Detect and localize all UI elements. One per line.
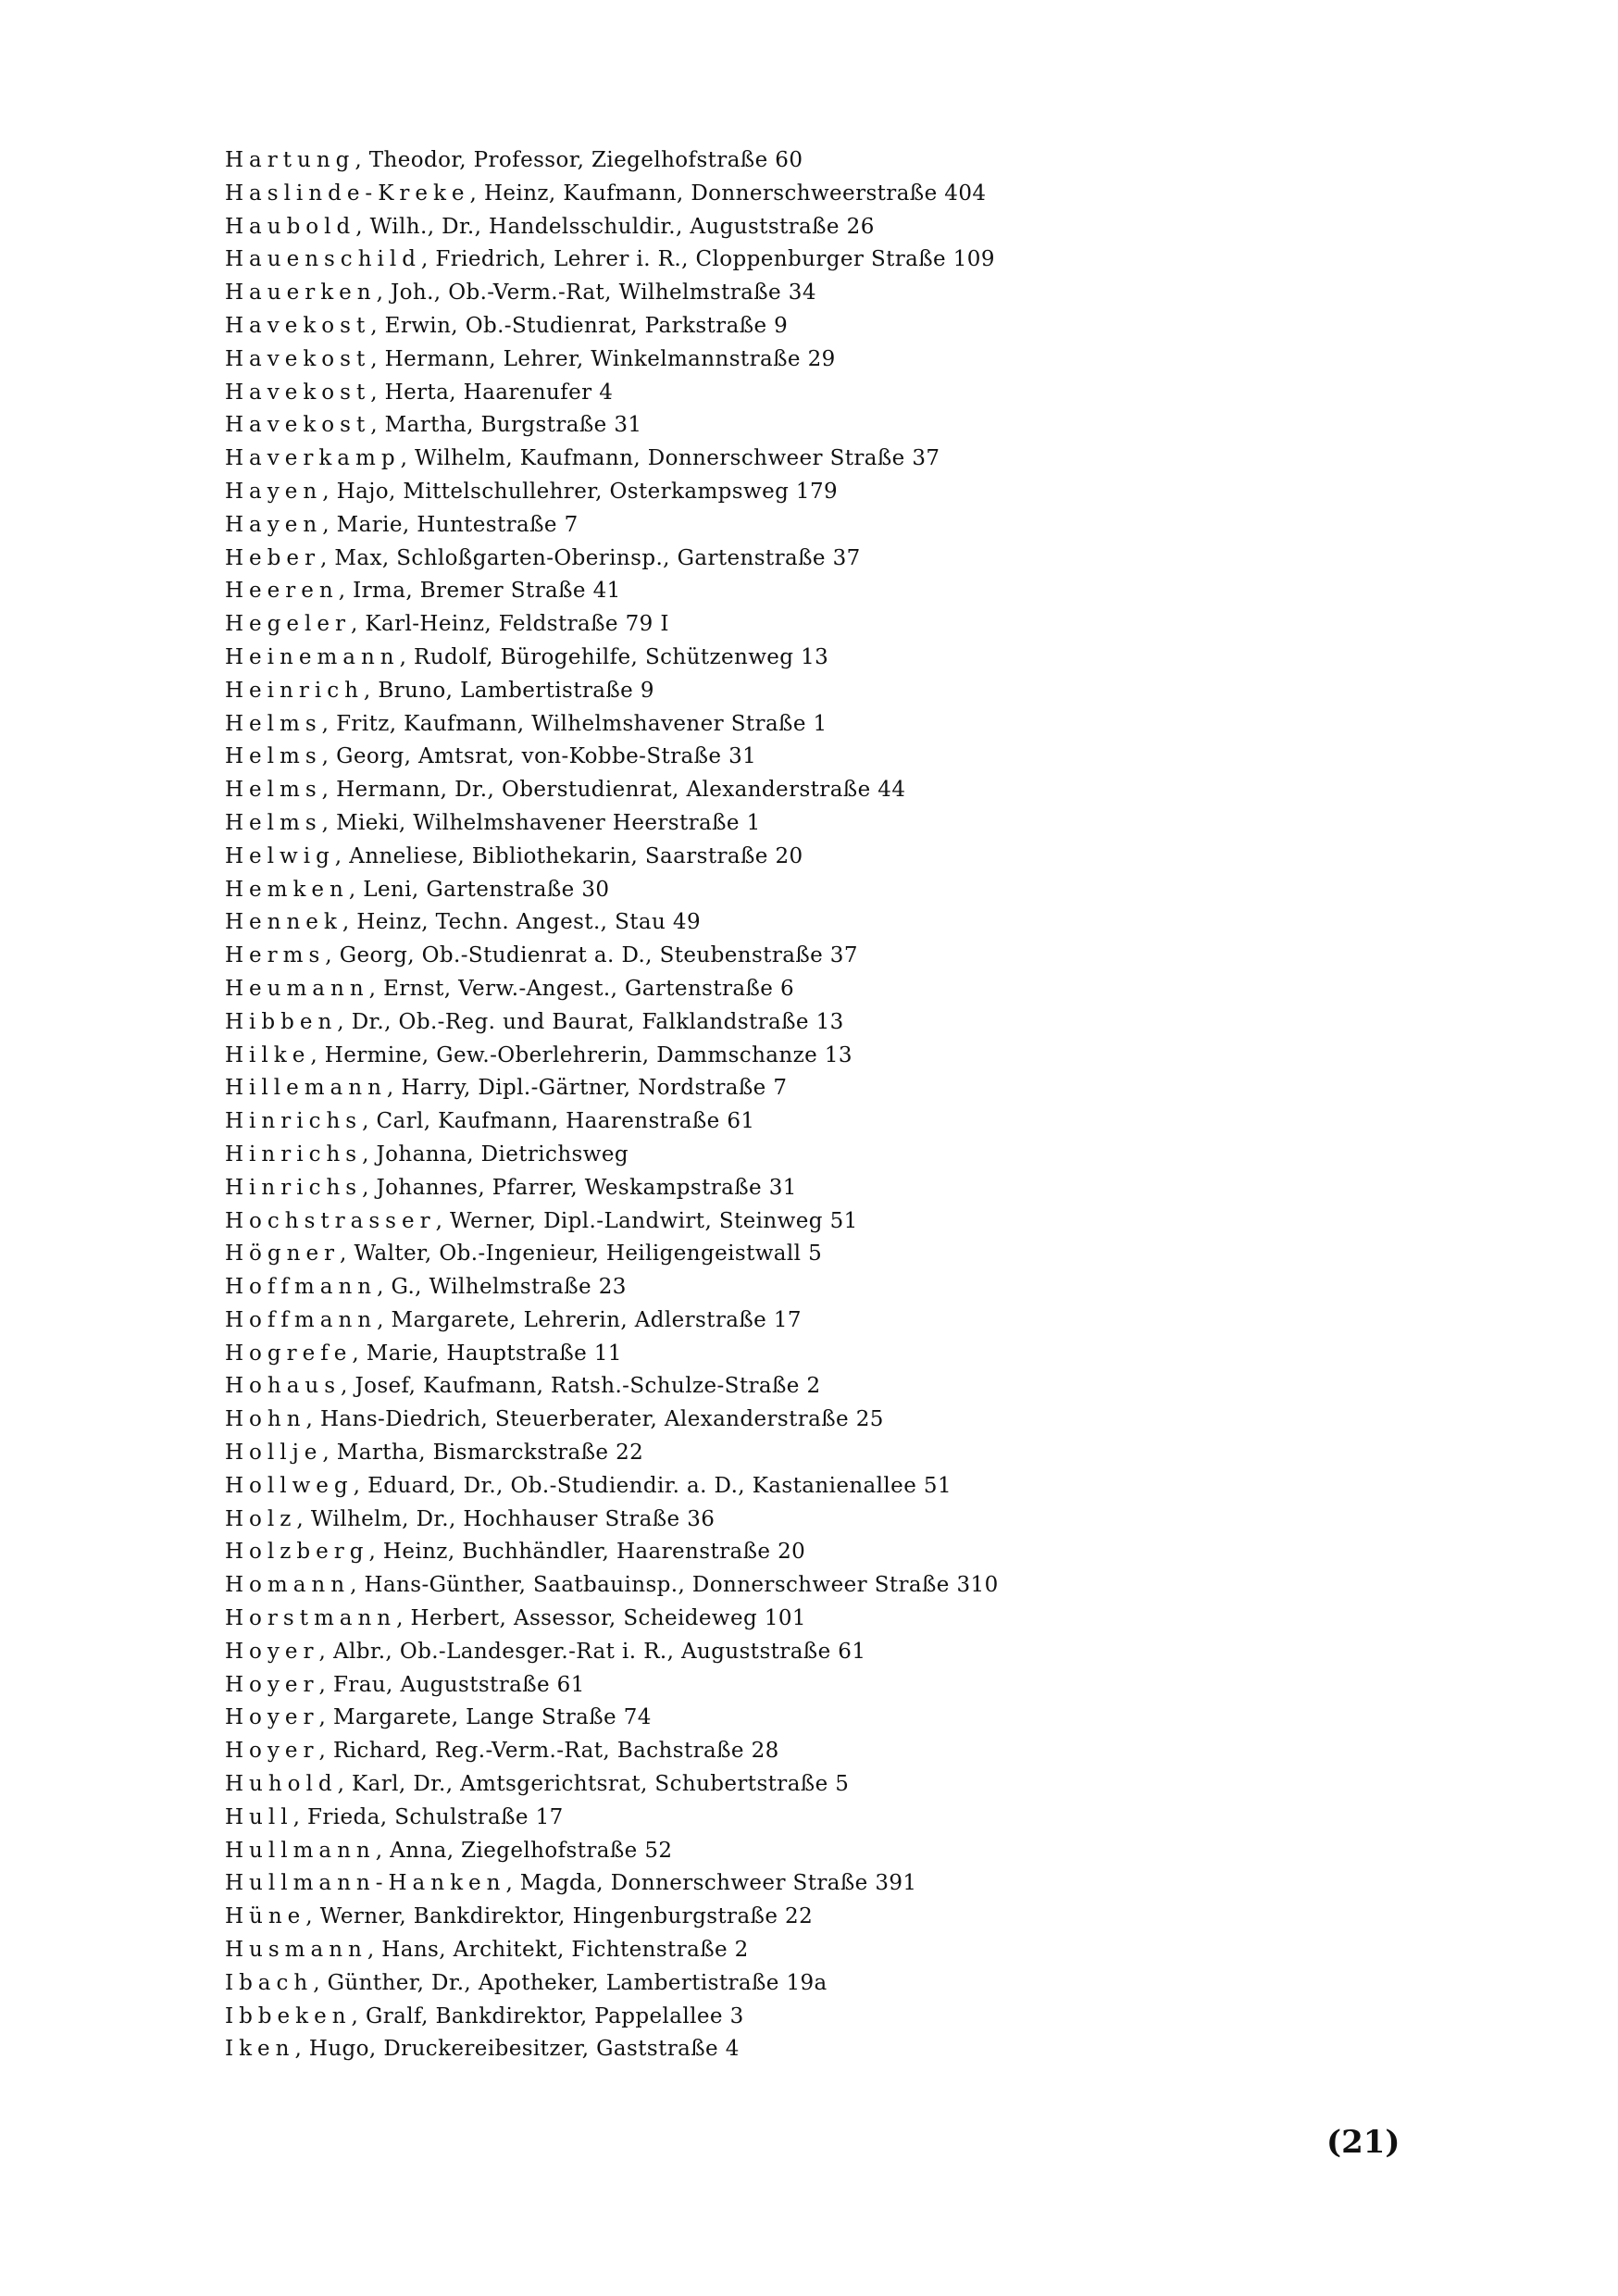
- entry-surname: Hullmann: [225, 1838, 376, 1863]
- entry-details: , Marie, Hauptstraße 11: [352, 1341, 622, 1366]
- directory-entry: [225, 874, 1475, 907]
- directory-entry: [225, 741, 1475, 774]
- directory-entry: [225, 1205, 1475, 1239]
- directory-entry: [225, 1139, 1475, 1172]
- entry-details: , Georg, Ob.-Studienrat a. D., Steubenstraße 37: [325, 943, 858, 968]
- directory-entry: [225, 2033, 1475, 2066]
- entry-details: , Bruno, Lambertistraße 9: [363, 678, 654, 703]
- entry-details: , Heinz, Techn. Angest., Stau 49: [342, 910, 701, 935]
- entry-details: , Hermann, Dr., Oberstudienrat, Alexanderstraße 44: [321, 778, 906, 803]
- entry-details: , Herta, Haarenufer 4: [370, 380, 614, 405]
- entry-surname: Hohn: [225, 1407, 306, 1432]
- entry-details: , Max, Schloßgarten-Oberinsp., Gartenstraße 37: [320, 545, 861, 570]
- entry-surname: Hoyer: [225, 1739, 319, 1764]
- directory-entry: [225, 1006, 1475, 1040]
- directory-entry: [225, 807, 1475, 841]
- entry-details: , G., Wilhelmstraße 23: [377, 1275, 627, 1300]
- entry-surname: Havekost: [225, 346, 371, 371]
- entry-surname: Hinrichs: [225, 1142, 363, 1167]
- directory-entry: [225, 1172, 1475, 1205]
- entry-surname: Hinrichs: [225, 1109, 363, 1134]
- entry-surname: Ibbeken: [225, 2003, 352, 2028]
- entry-surname: Hull: [225, 1804, 293, 1829]
- entry-surname: Hayen: [225, 512, 323, 537]
- directory-entry: [225, 940, 1475, 973]
- entry-details: , Magda, Donnerschweer Straße 391: [505, 1871, 917, 1896]
- entry-surname: Helms: [225, 778, 322, 803]
- entry-details: , Mieki, Wilhelmshavener Heerstraße 1: [321, 810, 761, 835]
- directory-entry: [225, 1470, 1475, 1504]
- directory-entry: [225, 1735, 1475, 1768]
- entry-surname: Hoffmann: [225, 1307, 378, 1332]
- entry-details: , Theodor, Professor, Ziegelhofstraße 60: [355, 148, 803, 172]
- entry-details: , Johannes, Pfarrer, Weskampstraße 31: [362, 1175, 797, 1200]
- entry-surname: Haverkamp: [225, 446, 401, 471]
- entry-surname: Hogrefe: [225, 1341, 353, 1366]
- directory-entry: [225, 642, 1475, 675]
- directory-entry: [225, 1238, 1475, 1271]
- directory-entry: [225, 1370, 1475, 1404]
- entry-surname: Helms: [225, 810, 322, 835]
- directory-entry: [225, 1901, 1475, 1934]
- entry-details: , Dr., Ob.-Reg. und Baurat, Falklandstraße 13: [337, 1009, 844, 1034]
- directory-entry: [225, 1603, 1475, 1636]
- entry-surname: Heumann: [225, 976, 369, 1001]
- entry-details: , Karl, Dr., Amtsgerichtsrat, Schubertstraße 5: [337, 1772, 850, 1797]
- entry-details: , Werner, Bankdirektor, Hingenburgstraße 22: [305, 1904, 814, 1929]
- entry-surname: Hauenschild: [225, 247, 421, 272]
- entry-surname: Hochstrasser: [225, 1208, 436, 1233]
- entry-surname: Hollweg: [225, 1473, 354, 1498]
- entry-surname: Havekost: [225, 413, 371, 438]
- directory-entry: [225, 2001, 1475, 2034]
- entry-surname: Hegeler: [225, 612, 351, 637]
- directory-entry: [225, 1437, 1475, 1470]
- directory-entry: [225, 1867, 1475, 1901]
- directory-entry: [225, 1967, 1475, 2001]
- entry-details: , Günther, Dr., Apotheker, Lambertistraße 19a: [313, 1970, 828, 1995]
- entry-details: , Heinz, Kaufmann, Donnerschweerstraße 404: [469, 181, 987, 206]
- entry-details: , Frau, Auguststraße 61: [318, 1672, 585, 1697]
- entry-details: , Anna, Ziegelhofstraße 52: [375, 1838, 673, 1863]
- entry-details: , Hans-Diedrich, Steuerberater, Alexanderstraße 25: [305, 1407, 884, 1432]
- entry-surname: Hoyer: [225, 1639, 319, 1664]
- entry-details: , Wilh., Dr., Handelsschuldir., Auguststraße 26: [355, 214, 875, 239]
- directory-entry: [225, 377, 1475, 410]
- entry-surname: Hinrichs: [225, 1175, 363, 1200]
- directory-entry: [225, 343, 1475, 377]
- directory-entry: [225, 543, 1475, 576]
- entry-details: , Carl, Kaufmann, Haarenstraße 61: [362, 1109, 755, 1134]
- directory-entry: [225, 1404, 1475, 1437]
- directory-entry: [225, 1569, 1475, 1603]
- entry-surname: Helms: [225, 744, 322, 769]
- directory-entry: [225, 178, 1475, 211]
- directory-entry: [225, 1105, 1475, 1139]
- entry-surname: Hayen: [225, 479, 323, 504]
- directory-entry: [225, 1934, 1475, 1967]
- entry-details: , Richard, Reg.-Verm.-Rat, Bachstraße 28: [318, 1739, 779, 1764]
- directory-entry: [225, 476, 1475, 509]
- entry-surname: Haslinde-Kreke: [225, 181, 470, 206]
- entry-surname: Herms: [225, 943, 326, 968]
- entry-surname: Iken: [225, 2037, 295, 2062]
- entry-details: , Walter, Ob.-Ingenieur, Heiligengeistwall 5: [340, 1242, 823, 1267]
- entry-details: , Karl-Heinz, Feldstraße 79 I: [350, 612, 669, 637]
- entry-details: , Hans, Architekt, Fichtenstraße 2: [367, 1938, 749, 1963]
- entry-details: , Martha, Bismarckstraße 22: [322, 1441, 644, 1466]
- directory-entry: [225, 211, 1475, 244]
- entry-details: , Hermine, Gew.-Oberlehrerin, Dammschanze 13: [310, 1042, 853, 1067]
- entry-details: , Frieda, Schulstraße 17: [292, 1804, 564, 1829]
- entry-details: , Werner, Dipl.-Landwirt, Steinweg 51: [435, 1208, 858, 1233]
- entry-details: , Ernst, Verw.-Angest., Gartenstraße 6: [368, 976, 795, 1001]
- entry-surname: Hauerken: [225, 281, 377, 306]
- directory-entry: [225, 841, 1475, 874]
- entry-surname: Hohaus: [225, 1374, 342, 1399]
- entry-details: , Gralf, Bankdirektor, Pappelallee 3: [351, 2003, 744, 2028]
- entry-surname: Hüne: [225, 1904, 306, 1929]
- directory-entry: [225, 774, 1475, 807]
- entry-surname: Homann: [225, 1573, 351, 1598]
- directory-entry: [225, 675, 1475, 708]
- entry-surname: Heinrich: [225, 678, 364, 703]
- entry-details: , Leni, Gartenstraße 30: [348, 877, 610, 902]
- directory-entry: [225, 144, 1475, 178]
- entry-surname: Hibben: [225, 1009, 338, 1034]
- directory-entry: [225, 608, 1475, 642]
- entry-details: , Margarete, Lange Straße 74: [318, 1705, 652, 1730]
- directory-entry: [225, 1536, 1475, 1569]
- entry-details: , Hermann, Lehrer, Winkelmannstraße 29: [370, 346, 836, 371]
- entry-surname: Hilke: [225, 1042, 311, 1067]
- entry-details: , Johanna, Dietrichsweg: [362, 1142, 629, 1167]
- entry-details: , Erwin, Ob.-Studienrat, Parkstraße 9: [370, 313, 789, 338]
- entry-details: , Irma, Bremer Straße 41: [338, 579, 621, 604]
- entry-details: , Fritz, Kaufmann, Wilhelmshavener Straße 1: [321, 711, 828, 736]
- entry-surname: Hillemann: [225, 1076, 387, 1101]
- entry-surname: Hartung: [225, 148, 355, 172]
- directory-entry: [225, 1636, 1475, 1669]
- directory-entry: [225, 575, 1475, 608]
- entry-details: , Harry, Dipl.-Gärtner, Nordstraße 7: [386, 1076, 788, 1101]
- directory-entry: [225, 243, 1475, 277]
- directory-entry: [225, 1504, 1475, 1537]
- entry-surname: Hennek: [225, 910, 342, 935]
- directory-entry: [225, 1304, 1475, 1338]
- entry-details: , Josef, Kaufmann, Ratsh.-Schulze-Straße 2: [341, 1374, 821, 1399]
- entry-surname: Heber: [225, 545, 320, 570]
- entry-surname: Havekost: [225, 380, 371, 405]
- entry-surname: Hullmann-Hanken: [225, 1871, 506, 1896]
- directory-entry: [225, 443, 1475, 476]
- directory-entry: [225, 1835, 1475, 1868]
- entry-surname: Huhold: [225, 1772, 338, 1797]
- page-number: (21): [1326, 2124, 1400, 2161]
- entry-details: , Joh., Ob.-Verm.-Rat, Wilhelmstraße 34: [376, 281, 816, 306]
- entry-details: , Eduard, Dr., Ob.-Studiendir. a. D., Kastanienallee 51: [353, 1473, 952, 1498]
- entry-details: , Herbert, Assessor, Scheideweg 101: [396, 1606, 806, 1631]
- entry-surname: Holzberg: [225, 1540, 369, 1565]
- entry-details: , Hans-Günther, Saatbauinsp., Donnerschweer Straße 310: [350, 1573, 999, 1598]
- directory-entry: [225, 509, 1475, 543]
- entry-surname: Hemken: [225, 877, 349, 902]
- directory-list: [225, 144, 1475, 2066]
- directory-entry: [225, 1702, 1475, 1735]
- directory-entry: [225, 906, 1475, 940]
- directory-entry: [225, 1271, 1475, 1304]
- directory-entry: [225, 1072, 1475, 1105]
- directory-entry: [225, 1768, 1475, 1802]
- entry-surname: Högner: [225, 1242, 341, 1267]
- entry-details: , Friedrich, Lehrer i. R., Cloppenburger Straße 109: [420, 247, 995, 272]
- entry-details: , Hugo, Druckereibesitzer, Gaststraße 4: [294, 2037, 740, 2062]
- entry-details: , Marie, Huntestraße 7: [322, 512, 579, 537]
- entry-surname: Helms: [225, 711, 322, 736]
- directory-entry: [225, 409, 1475, 443]
- entry-details: , Heinz, Buchhändler, Haarenstraße 20: [368, 1540, 806, 1565]
- entry-surname: Heeren: [225, 579, 339, 604]
- entry-details: , Anneliese, Bibliothekarin, Saarstraße 20: [334, 843, 803, 868]
- entry-surname: Heinemann: [225, 644, 400, 669]
- entry-surname: Hoyer: [225, 1705, 319, 1730]
- entry-surname: Hoyer: [225, 1672, 319, 1697]
- entry-details: , Martha, Burgstraße 31: [370, 413, 642, 438]
- entry-surname: Horstmann: [225, 1606, 397, 1631]
- directory-entry: [225, 973, 1475, 1006]
- entry-details: , Georg, Amtsrat, von-Kobbe-Straße 31: [321, 744, 757, 769]
- entry-details: , Wilhelm, Kaufmann, Donnerschweer Straße 37: [400, 446, 940, 471]
- entry-surname: Hoffmann: [225, 1275, 378, 1300]
- directory-entry: [225, 1802, 1475, 1835]
- entry-surname: Ibach: [225, 1970, 314, 1995]
- entry-details: , Margarete, Lehrerin, Adlerstraße 17: [377, 1307, 802, 1332]
- directory-entry: [225, 708, 1475, 742]
- entry-surname: Hollje: [225, 1441, 323, 1466]
- directory-entry: [225, 1669, 1475, 1703]
- entry-surname: Holz: [225, 1506, 297, 1531]
- entry-details: , Rudolf, Bürogehilfe, Schützenweg 13: [399, 644, 829, 669]
- entry-surname: Husmann: [225, 1938, 367, 1963]
- entry-surname: Haubold: [225, 214, 356, 239]
- directory-entry: [225, 1040, 1475, 1073]
- directory-entry: [225, 310, 1475, 343]
- directory-entry: [225, 277, 1475, 310]
- entry-surname: Helwig: [225, 843, 335, 868]
- entry-surname: Havekost: [225, 313, 371, 338]
- entry-details: , Hajo, Mittelschullehrer, Osterkampsweg 179: [322, 479, 839, 504]
- entry-details: , Wilhelm, Dr., Hochhauser Straße 36: [296, 1506, 716, 1531]
- entry-details: , Albr., Ob.-Landesger.-Rat i. R., Auguststraße 61: [318, 1639, 866, 1664]
- directory-entry: [225, 1338, 1475, 1371]
